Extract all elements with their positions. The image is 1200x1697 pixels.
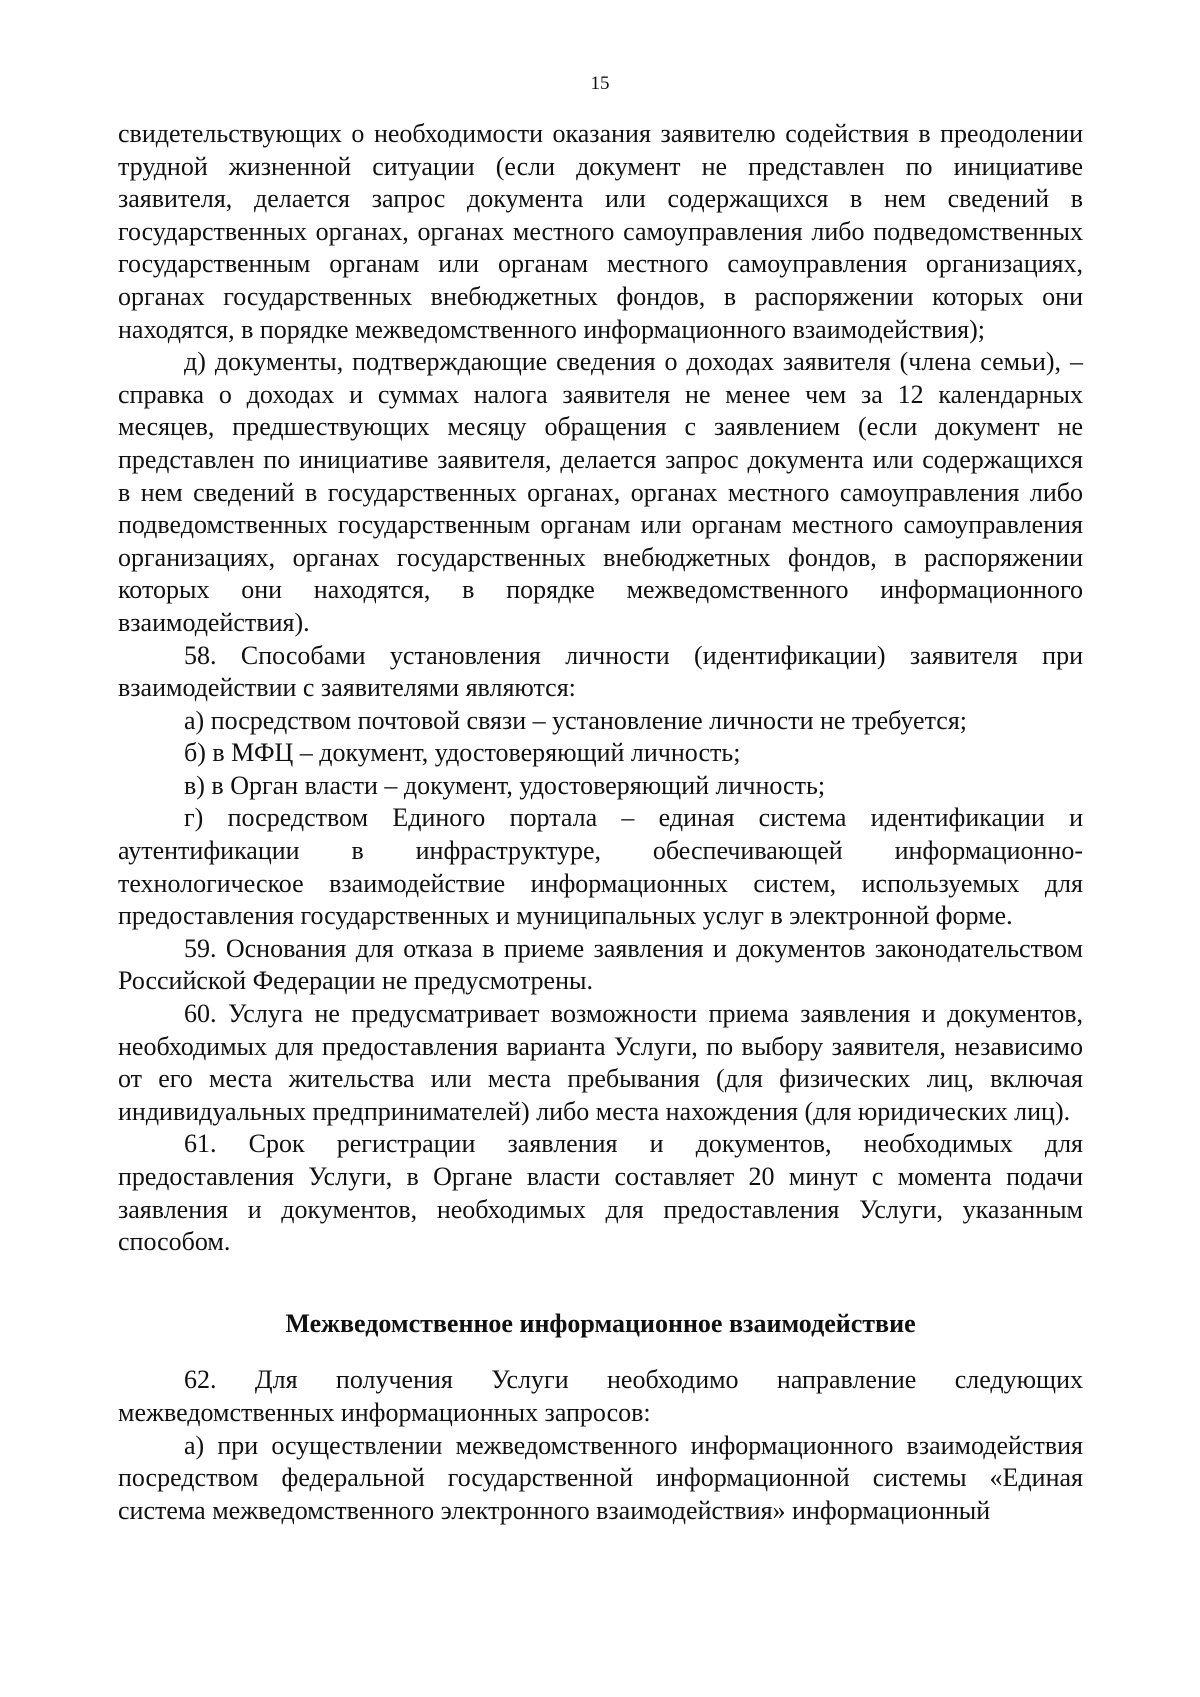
paragraph: свидетельствующих о необходимости оказания заявителю содействия в преодолении трудной жизненной ситуации (если документ не представлен по инициативе заявителя, делается запрос документа или содержащихся в нем сведений в государственных органах, органах местного самоуправления либо подведомственных государственным органам или органам местного самоуправления организациях, органах государственных внебюджетных фондов, в распоряжении которых они находятся, в порядке межведомственного информационного взаимодействия); (118, 119, 1083, 344)
list-item-a-62: а) при осуществлении межведомственного информационного взаимодействия посредством федеральной государственной информационной системы «Единая система межведомственного электронного взаимодействия» информационный (118, 1430, 1083, 1525)
paragraph-58: 58. Способами установления личности (идентификации) заявителя при взаимодействии с заявителями являются: (118, 640, 1083, 703)
list-item-a: а) посредством почтовой связи – установление личности не требуется; (184, 705, 967, 735)
document-body (118, 118, 1083, 1527)
paragraph-62: 62. Для получения Услуги необходимо направление следующих межведомственных информационных запросов: (118, 1365, 1083, 1427)
list-item-g: г) посредством Единого портала – единая система идентификации и аутентификации в инфраструктуре, обеспечивающей информационно-технологическое взаимодействие информационных систем, используемых для предоставления государственных и муниципальных услуг в электронной форме. (118, 803, 1083, 931)
paragraph-61: 61. Срок регистрации заявления и документов, необходимых для предоставления Услуги, в Органе власти составляет 20 минут с момента подачи заявления и документов, необходимых для предоставления Услуги, указанным способом. (118, 1129, 1083, 1257)
list-item-b: б) в МФЦ – документ, удостоверяющий личность; (184, 738, 741, 768)
list-item-v: в) в Орган власти – документ, удостоверяющий личность; (184, 770, 826, 800)
paragraph-60: 60. Услуга не предусматривает возможности приема заявления и документов, необходимых для предоставления варианта Услуги, по выбору заявителя, независимо от его места жительства или места пребывания (для физических лиц, включая индивидуальных предпринимателей) либо места нахождения (для юридических лиц). (118, 999, 1083, 1126)
spacer (118, 1340, 1083, 1364)
page-number: 15 (590, 73, 610, 94)
paragraph-item-d: д) документы, подтверждающие сведения о доходах заявителя (члена семьи), – справка о доходах и суммах налога заявителя не менее чем за 12 календарных месяцев, предшествующих месяцу обращения с заявлением (если документ не представлен по инициативе заявителя, делается запрос документа или содержащихся в нем сведений в государственных органах, органах местного самоуправления либо подведомственных государственным органам или органам местного самоуправления организациях, органах государственных внебюджетных фондов, в распоряжении которых они находятся, в порядке межведомственного информационного взаимодействия). (118, 347, 1083, 637)
paragraph-59: 59. Основания для отказа в приеме заявления и документов законодательством Российской Федерации не предусмотрены. (118, 933, 1083, 996)
section-heading: Межведомственное информационное взаимодействие (285, 1308, 916, 1338)
spacer (118, 1259, 1083, 1308)
